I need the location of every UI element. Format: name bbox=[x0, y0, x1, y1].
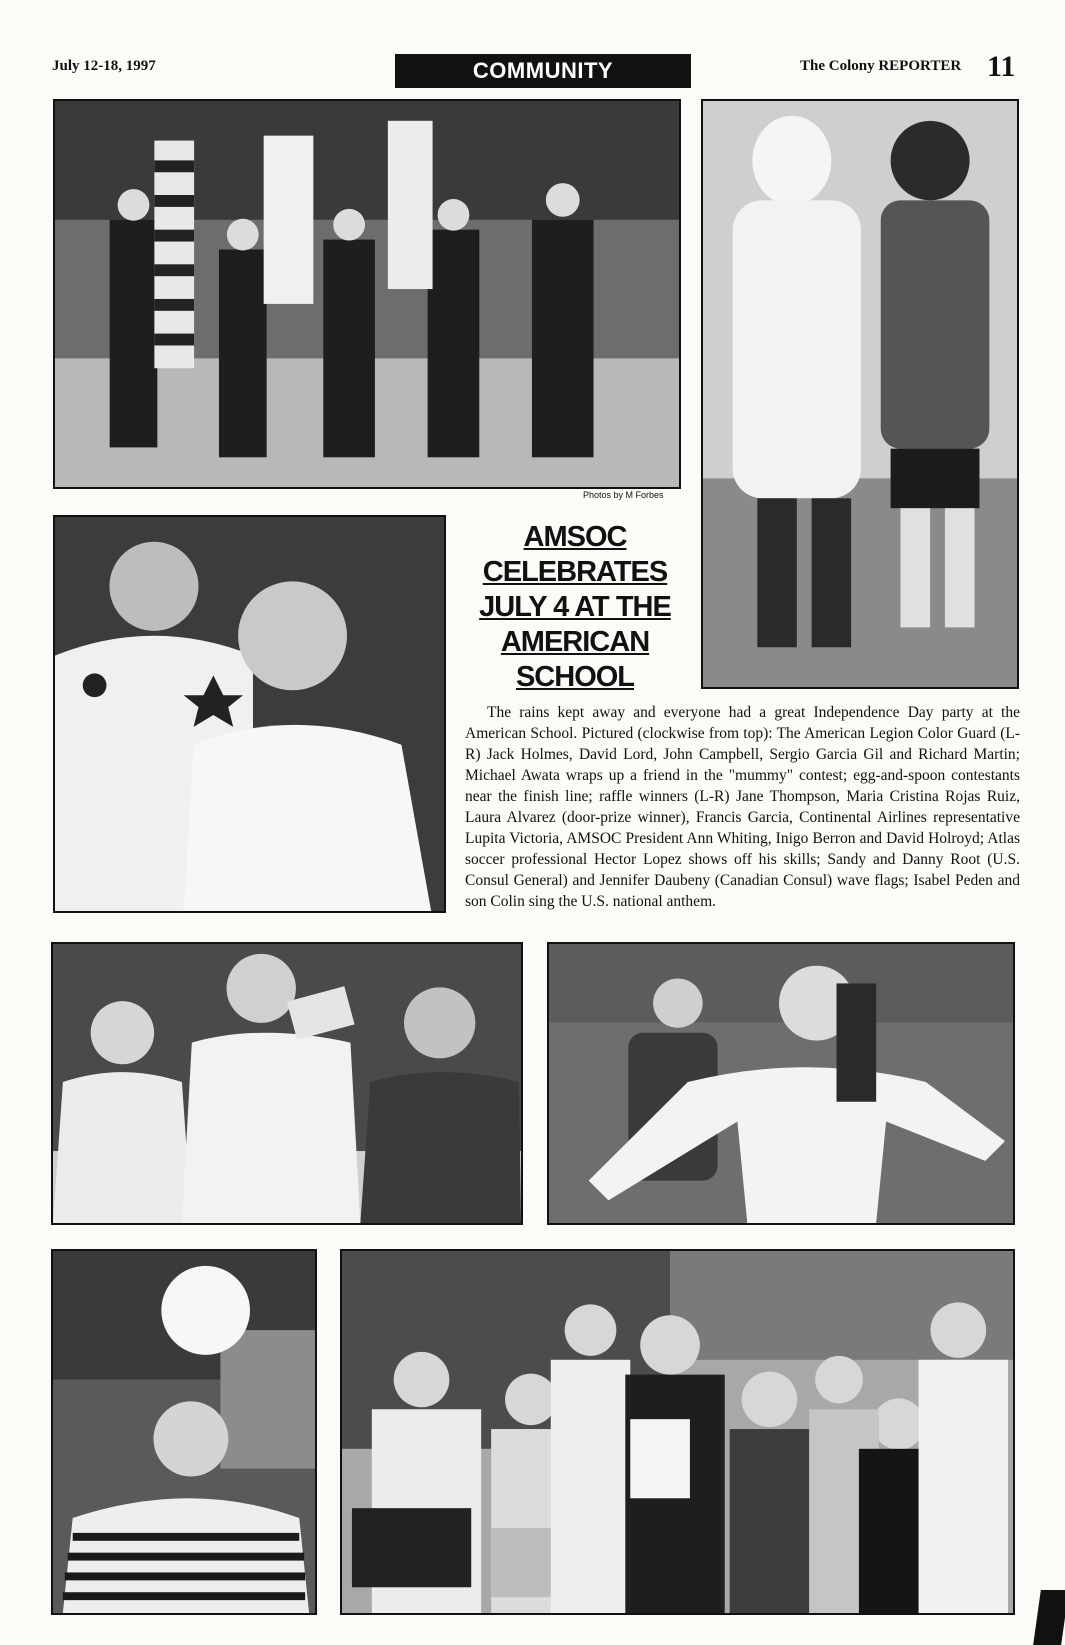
photo-mummy-contest bbox=[701, 99, 1019, 689]
photo-anthem-singers bbox=[53, 515, 446, 913]
scan-artifact bbox=[1033, 1590, 1065, 1645]
photo-raffle-winners bbox=[340, 1249, 1015, 1615]
article-headline: AMSOC CELEBRATES JULY 4 AT THE AMERICAN SCHOOL bbox=[479, 521, 671, 693]
photo-soccer-skills bbox=[51, 1249, 317, 1615]
newspaper-name: The Colony REPORTER bbox=[800, 58, 962, 74]
photo-egg-and-spoon bbox=[547, 942, 1015, 1225]
article-caption: The rains kept away and everyone had a great Independence Day party at the American School. Pictured (clockwise from top): The American Legion Color Guard (L-R) Jack Holmes, David Lord, John Campbell, Sergio Garcia Gil and Richard Martin; Michael Awata wraps up a friend in the "mummy" contest; egg-and-spoon contestants near the finish line; raffle winners (L-R) Jane Thompson, Maria Cristina Rojas Ruiz, Laura Alvarez (door-prize winner), Francis Garcia, Continental Airlines representative Lupita Victoria, AMSOC President Ann Whiting, Inigo Berron and David Holroyd; Atlas soccer professional Hector Lopez shows off his skills; Sandy and Danny Root (U.S. Consul General) and Jennifer Daubeny (Canadian Consul) wave flags; Isabel Peden and son Colin sing the U.S. national anthem. bbox=[465, 704, 1020, 910]
page-number: 11 bbox=[987, 50, 1016, 83]
photo-flag-waving bbox=[51, 942, 523, 1225]
section-banner: COMMUNITY bbox=[395, 54, 691, 88]
photo-color-guard bbox=[53, 99, 681, 489]
issue-date: July 12-18, 1997 bbox=[52, 58, 156, 74]
photo-credit: Photos by M Forbes bbox=[583, 490, 664, 500]
